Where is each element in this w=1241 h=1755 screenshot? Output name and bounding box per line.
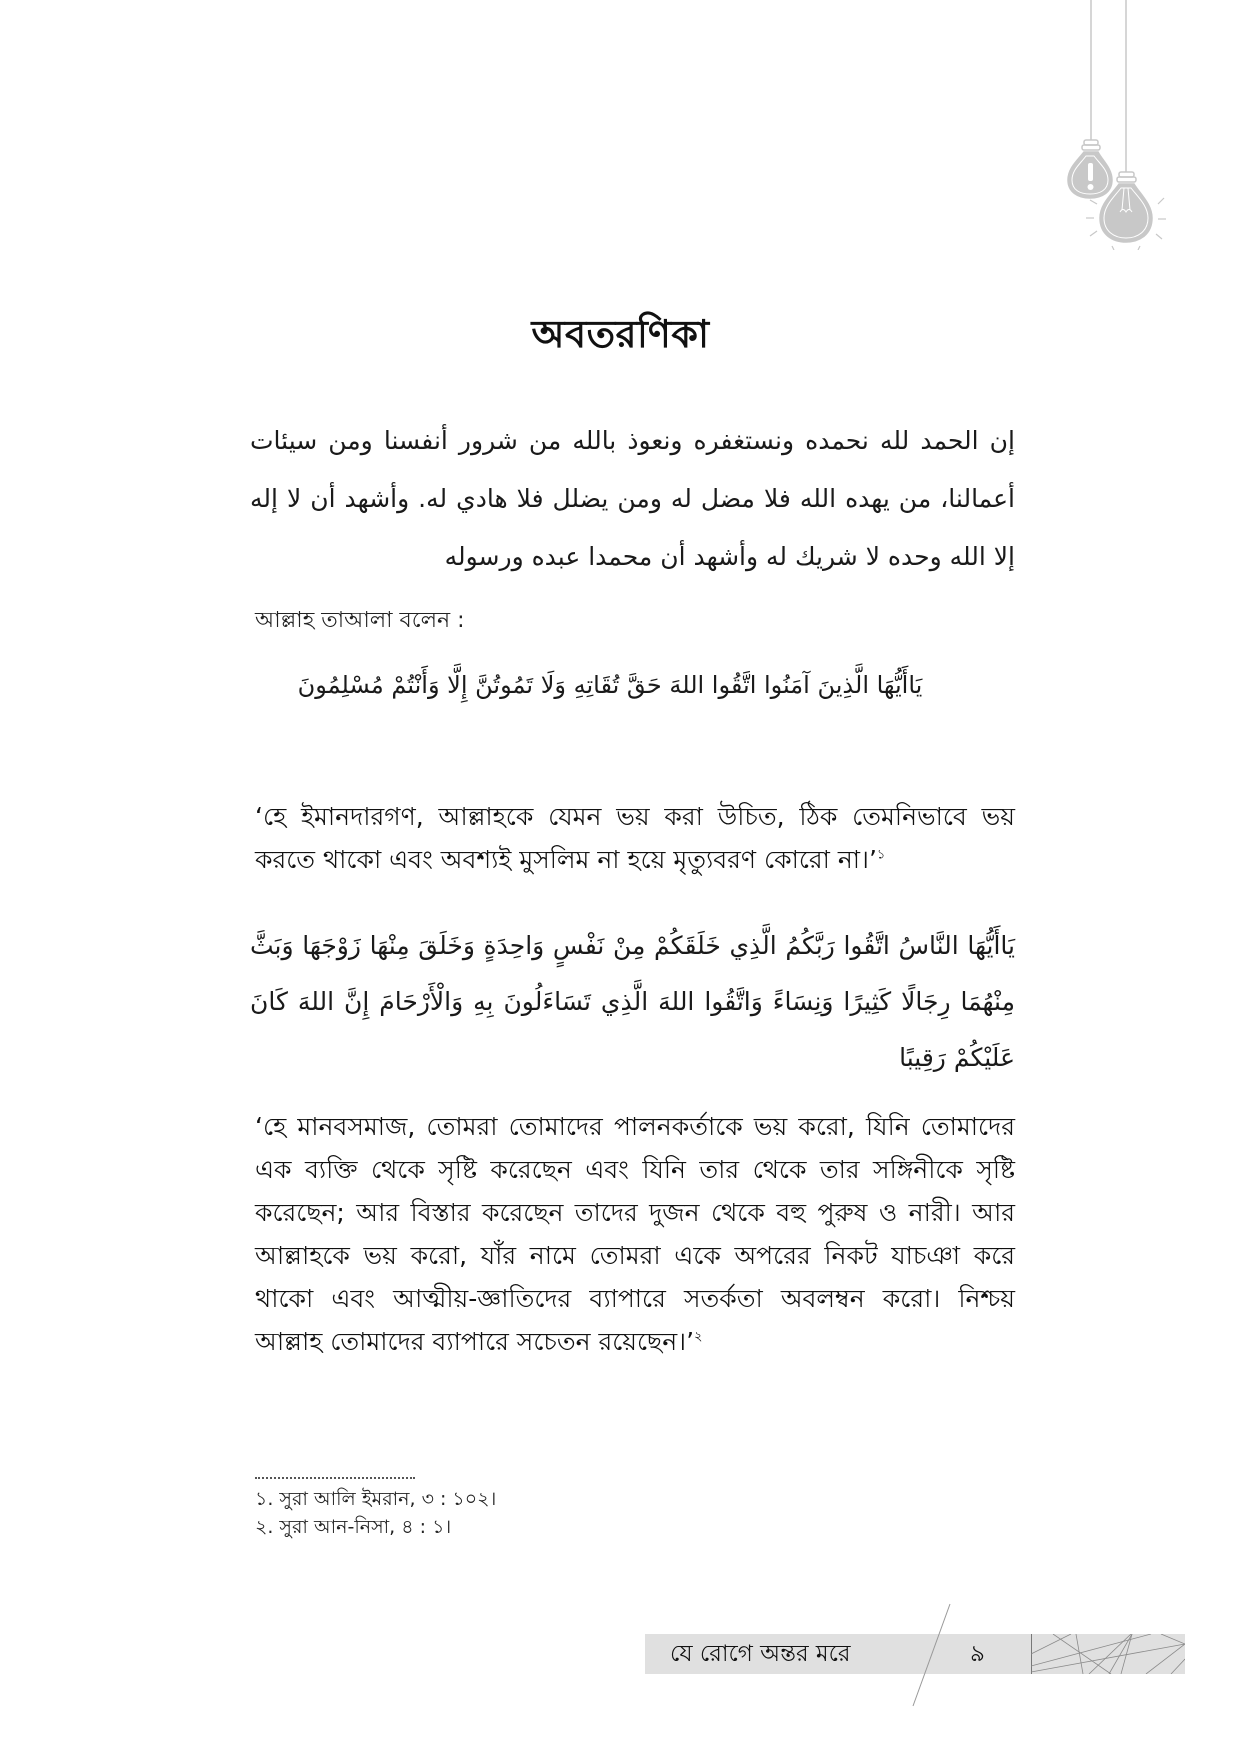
- translation-text: ‘হে মানবসমাজ, তোমরা তোমাদের পালনকর্তাকে ভয় করো, যিনি তোমাদের এক ব্যক্তি থেকে সৃষ্টি করেছেন এবং যিনি তার থেকে তার সঙ্গিনীকে সৃষ্টি করেছেন; আর বিস্তার করেছেন তাদের দুজন থেকে বহু পুরুষ ও নারী। আর আল্লাহকে ভয় করো, যাঁর নামে তোমরা একে অপরের নিকট যাচঞা করে থাকো এবং আত্মীয়-জ্ঞাতিদের ব্যাপারে সতর্কতা অবলম্বন করো। নিশ্চয় আল্লাহ তোমাদের ব্যাপারে সচেতন রয়েছেন।’: [255, 1112, 1015, 1356]
- footnotes: [255, 1485, 496, 1541]
- translation-text: ‘হে ইমানদারগণ, আল্লাহকে যেমন ভয় করা উচিত, ঠিক তেমনিভাবে ভয় করতে থাকো এবং অবশ্যই মুসলিম না হয়ে মৃত্যুবরণ কোরো না।’: [255, 802, 1015, 874]
- lead-in-text: আল্লাহ তাআলা বলেন :: [255, 608, 465, 633]
- running-footer-book-title: যে রোগে অন্তর মরে: [670, 1641, 851, 1667]
- page-title: অবতরণিকা: [531, 312, 710, 356]
- footnote-2: ২. সুরা আন-নিসা, ৪ : ১।: [255, 1516, 452, 1538]
- arabic-opening-sermon: إن الحمد لله نحمده ونستغفره ونعوذ بالله من شرور أنفسنا ومن سيئات أعمالنا، من يهده الله فلا مضل له ومن يضلل فلا هادي له. وأشهد أن لا إله إلا الله وحده لا شريك له وأشهد أن محمدا عبده ورسوله: [250, 426, 1015, 571]
- quran-verse-2-translation: [255, 1105, 1015, 1363]
- quran-verse-1-arabic: يَاأَيُّهَا الَّذِينَ آمَنُوا اتَّقُوا اللهَ حَقَّ تُقَاتِهِ وَلَا تَمُوتُنَّ إِلَّا وَأَنْتُمْ مُسْلِمُونَ: [297, 671, 923, 699]
- footnote-ref-2[interactable]: ২: [694, 1329, 703, 1345]
- footnote-ref-1[interactable]: ১: [876, 847, 886, 863]
- footnote-divider: [255, 1477, 415, 1479]
- hanging-lightbulbs-icon: [1040, 0, 1200, 250]
- quran-verse-2-arabic: يَاأَيُّهَا النَّاسُ اتَّقُوا رَبَّكُمُ الَّذِي خَلَقَكُمْ مِنْ نَفْسٍ وَاحِدَةٍ وَخَلَقَ مِنْهَا زَوْجَهَا وَبَثَّ مِنْهُمَا رِجَالًا كَثِيرًا وَنِسَاءً وَاتَّقُوا اللهَ الَّذِي تَسَاءَلُونَ بِهِ وَالْأَرْحَامَ إِنَّ اللهَ كَانَ عَلَيْكُمْ رَقِيبًا: [250, 931, 1015, 1072]
- footer-geometric-pattern: [1031, 1634, 1185, 1674]
- quran-verse-1-translation: [255, 795, 1015, 881]
- footnote-1: ১. সুরা আলি ইমরান, ৩ : ১০২।: [255, 1488, 497, 1510]
- page-number: ৯: [970, 1641, 985, 1667]
